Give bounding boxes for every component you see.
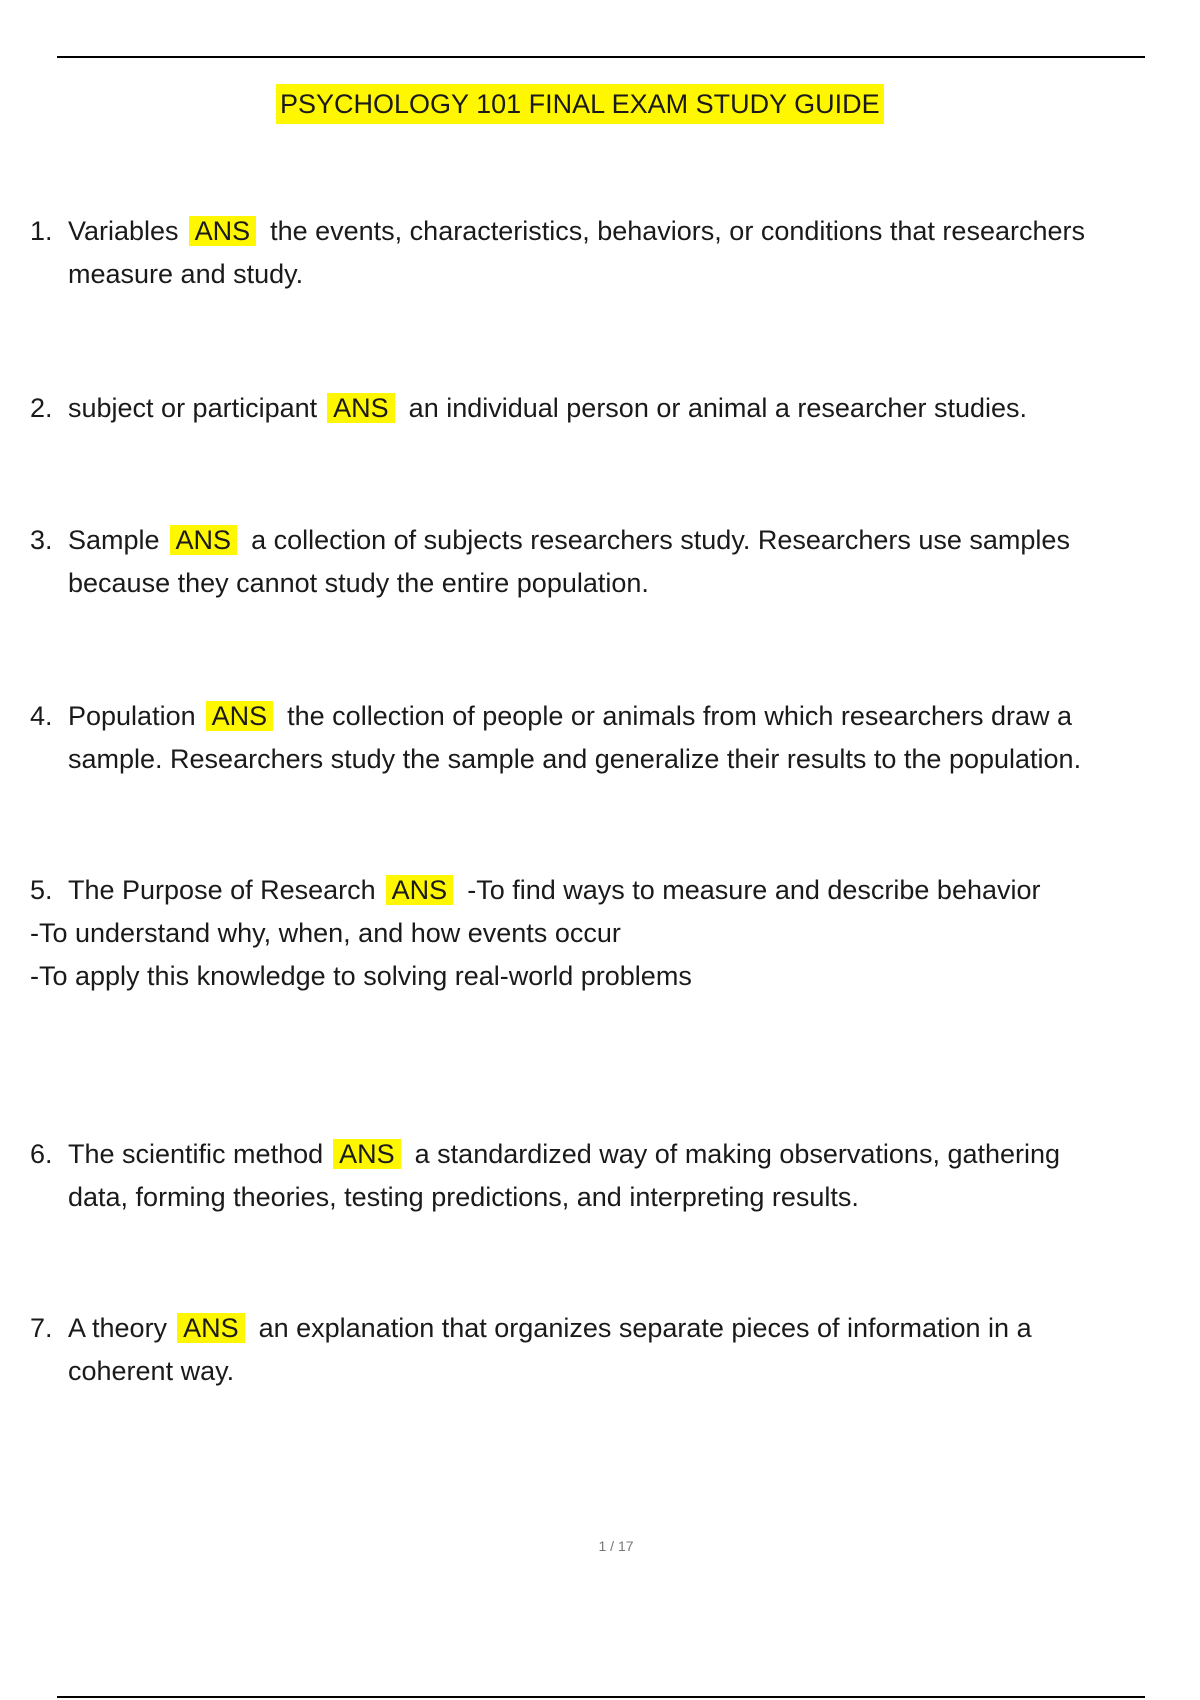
- item-term: The scientific method: [68, 1139, 324, 1169]
- item-first-line: [30, 869, 1180, 912]
- item-answer: -To find ways to measure and describe behavior: [467, 875, 1041, 905]
- item-answer-continued: measure and study.: [68, 259, 304, 289]
- bottom-rule: [57, 1696, 1145, 1698]
- list-item: [30, 519, 1180, 605]
- item-number: 5.: [30, 875, 53, 905]
- ans-highlight: ANS: [333, 1139, 401, 1169]
- ans-highlight: ANS: [189, 216, 257, 246]
- item-first-line: [30, 1133, 1180, 1176]
- item-answer-continued: coherent way.: [68, 1356, 235, 1386]
- item-answer-continued: because they cannot study the entire population.: [68, 568, 649, 598]
- item-answer: an individual person or animal a researcher studies.: [408, 393, 1028, 423]
- item-answer: a standardized way of making observations, gathering: [414, 1139, 1061, 1169]
- item-number: 1.: [30, 216, 53, 246]
- list-item: [30, 210, 1180, 296]
- item-first-line: [30, 519, 1180, 562]
- ans-highlight: ANS: [327, 393, 395, 423]
- item-answer-continued: data, forming theories, testing predictions, and interpreting results.: [68, 1182, 859, 1212]
- list-item: [30, 1307, 1180, 1393]
- ans-highlight: ANS: [170, 525, 238, 555]
- item-term: Sample: [68, 525, 160, 555]
- item-term: A theory: [68, 1313, 168, 1343]
- item-first-line: [30, 695, 1180, 738]
- item-answer-continued: sample. Researchers study the sample and generalize their results to the population.: [68, 744, 1082, 774]
- document-title: PSYCHOLOGY 101 FINAL EXAM STUDY GUIDE: [276, 84, 884, 124]
- item-first-line: [30, 210, 1180, 253]
- item-number: 2.: [30, 393, 53, 423]
- item-answer: the events, characteristics, behaviors, or conditions that researchers: [270, 216, 1085, 246]
- item-number: 7.: [30, 1313, 53, 1343]
- item-answer: an explanation that organizes separate pieces of information in a: [258, 1313, 1032, 1343]
- item-term: Population: [68, 701, 196, 731]
- page-indicator: 1 / 17: [598, 1538, 634, 1554]
- list-item: [30, 695, 1180, 781]
- item-number: 6.: [30, 1139, 53, 1169]
- list-item: [30, 869, 1180, 998]
- top-rule: [57, 56, 1145, 58]
- item-answer-bullet: -To understand why, when, and how events occur: [30, 918, 621, 948]
- item-answer: the collection of people or animals from which researchers draw a: [287, 701, 1073, 731]
- item-number: 4.: [30, 701, 53, 731]
- item-term: Variables: [68, 216, 179, 246]
- item-number: 3.: [30, 525, 53, 555]
- ans-highlight: ANS: [206, 701, 274, 731]
- ans-highlight: ANS: [177, 1313, 245, 1343]
- item-term: subject or participant: [68, 393, 318, 423]
- item-first-line: [30, 387, 1180, 430]
- item-first-line: [30, 1307, 1180, 1350]
- item-term: The Purpose of Research: [68, 875, 376, 905]
- list-item: [30, 1133, 1180, 1219]
- ans-highlight: ANS: [386, 875, 454, 905]
- item-answer: a collection of subjects researchers study. Researchers use samples: [251, 525, 1070, 555]
- list-item: [30, 387, 1180, 430]
- item-answer-bullet: -To apply this knowledge to solving real-world problems: [30, 961, 692, 991]
